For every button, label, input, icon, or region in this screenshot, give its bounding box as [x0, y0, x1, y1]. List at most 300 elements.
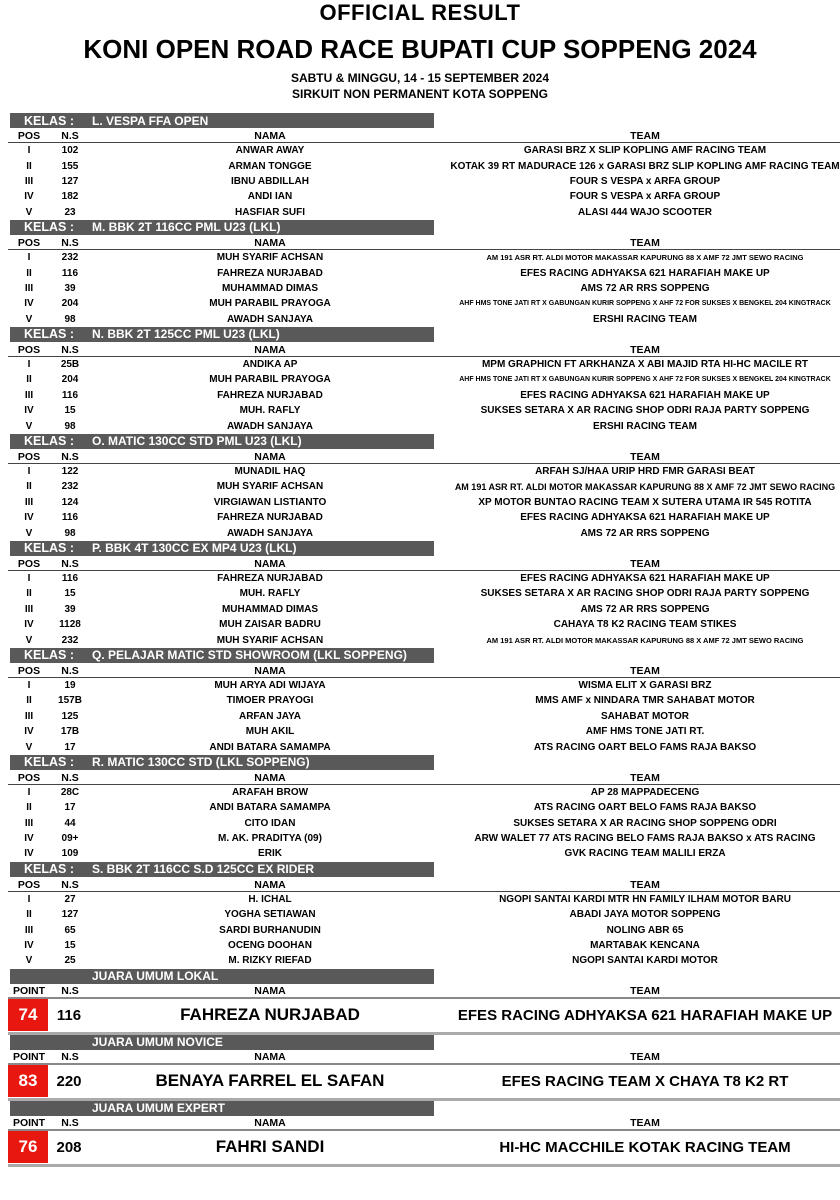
row-team-cell: [450, 512, 840, 523]
table-row: [8, 938, 840, 953]
kelas-label: KELAS :: [24, 862, 74, 877]
event-dates: SABTU & MINGGU, 14 - 15 SEPTEMBER 2024: [290, 71, 550, 85]
column-header-row: [8, 663, 840, 678]
row-team-cell: [450, 528, 840, 539]
row-pos: III: [24, 496, 34, 508]
row-team: FOUR S VESPA x ARFA GROUP: [569, 175, 721, 187]
juara-row: [8, 999, 840, 1035]
row-nama: AWADH SANJAYA: [227, 313, 313, 325]
table-row: [8, 953, 840, 968]
table-row: [8, 281, 840, 296]
row-team: AMS 72 AR RRS SOPPENG: [580, 282, 710, 294]
col-team-header: TEAM: [630, 664, 660, 677]
document-title: OFFICIAL RESULT: [319, 0, 521, 25]
col-pos-header: POS: [17, 236, 41, 249]
row-ns: 25: [64, 955, 76, 967]
row-nama: ARFAN JAYA: [238, 710, 302, 722]
row-pos: V: [25, 527, 33, 539]
kelas-label: KELAS :: [24, 220, 74, 235]
kelas-name: Q. PELAJAR MATIC STD SHOWROOM (LKL SOPPENG): [92, 648, 407, 663]
row-pos: I: [27, 679, 31, 691]
row-pos: II: [26, 160, 32, 172]
col-ns-header: N.S: [61, 771, 79, 784]
row-ns: 232: [61, 252, 79, 264]
row-team-cell: [450, 497, 840, 508]
row-pos: IV: [24, 191, 34, 203]
col-team-header: TEAM: [630, 878, 660, 891]
row-pos: V: [25, 420, 33, 432]
row-ns: 102: [61, 145, 79, 157]
row-pos: I: [27, 145, 31, 157]
row-pos: I: [27, 786, 31, 798]
row-nama: M. AK. PRADITYA (09): [218, 833, 322, 845]
juara-ns: 116: [56, 1006, 82, 1024]
row-team-cell: [450, 955, 840, 966]
col-ns-header: N.S: [61, 130, 79, 142]
col-pos-header: POS: [17, 771, 41, 784]
row-nama: ANWAR AWAY: [235, 145, 305, 157]
kelas-header: [10, 862, 434, 877]
row-pos: III: [24, 924, 34, 936]
row-team: NGOPI SANTAI KARDI MOTOR: [572, 955, 718, 967]
juara-point-badge: 83: [8, 1065, 48, 1097]
col-nama-header: NAMA: [254, 664, 286, 677]
row-team: ATS RACING OART BELO FAMS RAJA BAKSO: [533, 741, 757, 753]
row-team-cell: [450, 283, 840, 294]
col-nama-header: NAMA: [254, 236, 286, 249]
row-nama: TIMOER PRAYOGI: [226, 695, 314, 707]
row-team-cell: [450, 818, 840, 829]
row-team: NOLING ABR 65: [606, 924, 684, 936]
row-team: ERSHI RACING TEAM: [593, 420, 697, 432]
row-pos: V: [25, 206, 33, 218]
col-team-header: TEAM: [630, 450, 660, 463]
col-point-header: POINT: [12, 1116, 46, 1129]
juara-team: HI-HC MACCHILE KOTAK RACING TEAM: [499, 1138, 791, 1156]
row-pos: II: [26, 374, 32, 386]
row-team: EFES RACING ADHYAKSA 621 HARAFIAH MAKE UP: [520, 389, 770, 401]
row-team-cell: [450, 253, 840, 262]
row-team-cell: [450, 848, 840, 859]
kelas-name: M. BBK 2T 116CC PML U23 (LKL): [92, 220, 281, 235]
table-row: [8, 464, 840, 479]
table-row: [8, 892, 840, 907]
row-team-cell: [450, 207, 840, 218]
table-row: [8, 586, 840, 601]
row-team-cell: [450, 573, 840, 584]
row-nama: ANDIKA AP: [242, 359, 298, 371]
row-ns: 15: [64, 940, 76, 952]
row-ns: 182: [61, 191, 79, 203]
row-ns: 39: [64, 603, 76, 615]
row-pos: II: [26, 481, 32, 493]
column-header-row: [8, 235, 840, 250]
row-nama: ARMAN TONGGE: [228, 160, 312, 172]
column-header-row: [8, 342, 840, 357]
row-ns: 27: [64, 893, 76, 905]
row-team-cell: [450, 619, 840, 630]
col-team-header: TEAM: [630, 557, 660, 570]
row-team-cell: [450, 802, 840, 813]
row-team: AHF HMS TONE JATI RT X GABUNGAN KURIR SOPPENG X AHF 72 FOR SUKSES X BENGKEL 204 KINGTRACK: [459, 300, 831, 308]
row-nama: MUH SYARIF ACHSAN: [216, 481, 324, 493]
juara-point-badge: 74: [8, 999, 48, 1031]
row-team-cell: [450, 695, 840, 706]
juara-header: [10, 1101, 434, 1116]
row-nama: MUH PARABIL PRAYOGA: [209, 374, 331, 386]
row-team: AM 191 ASR RT. ALDI MOTOR MAKASSAR KAPURUNG 88 X AMF 72 JMT SEWO RACING: [486, 253, 804, 263]
table-row: [8, 922, 840, 937]
row-team: ARW WALET 77 ATS RACING BELO FAMS RAJA BAKSO x ATS RACING: [474, 833, 816, 845]
row-pos: IV: [24, 405, 34, 417]
juara-team: EFES RACING TEAM X CHAYA T8 K2 RT: [501, 1072, 789, 1090]
table-row: [8, 189, 840, 204]
row-team: AMS 72 AR RRS SOPPENG: [580, 527, 710, 539]
row-pos: II: [26, 695, 32, 707]
row-ns: 28C: [60, 786, 80, 798]
row-ns: 17: [64, 741, 76, 753]
row-ns: 44: [64, 817, 76, 829]
table-row: [8, 312, 840, 327]
row-ns: 65: [64, 924, 76, 936]
row-pos: IV: [24, 848, 34, 860]
row-team: ATS RACING OART BELO FAMS RAJA BAKSO: [533, 802, 757, 814]
row-team: AHF HMS TONE JATI RT X GABUNGAN KURIR SOPPENG X AHF 72 FOR SUKSES X BENGKEL 204 KINGTRACK: [459, 376, 831, 384]
row-pos: IV: [24, 833, 34, 845]
row-team: EFES RACING ADHYAKSA 621 HARAFIAH MAKE UP: [520, 512, 770, 524]
juara-header: [10, 969, 434, 984]
row-pos: III: [24, 282, 34, 294]
row-team-cell: [450, 161, 840, 172]
table-row: [8, 632, 840, 647]
col-ns-header: N.S: [61, 984, 79, 997]
row-nama: MUNADIL HAQ: [234, 466, 306, 478]
row-team: AP 28 MAPPADECENG: [590, 786, 700, 798]
row-pos: III: [24, 817, 34, 829]
row-nama: AWADH SANJAYA: [227, 527, 313, 539]
table-row: [8, 571, 840, 586]
table-row: [8, 724, 840, 739]
row-team-cell: [450, 742, 840, 753]
row-nama: ARAFAH BROW: [231, 786, 309, 798]
row-nama: M. RIZKY RIEFAD: [228, 955, 312, 967]
juara-nama: FAHRI SANDI: [215, 1137, 325, 1157]
row-nama: MUH ARYA ADI WIJAYA: [214, 679, 326, 691]
row-team-cell: [450, 376, 840, 383]
row-ns: 157B: [58, 695, 82, 707]
table-row: [8, 739, 840, 754]
juara-column-header: [8, 984, 840, 999]
row-team: MARTABAK KENCANA: [590, 940, 700, 952]
col-team-header: TEAM: [630, 130, 660, 142]
row-ns: 116: [61, 512, 79, 524]
row-nama: H. ICHAL: [248, 893, 292, 905]
col-team-header: TEAM: [630, 771, 660, 784]
kelas-header: [10, 648, 434, 663]
kelas-label: KELAS :: [24, 434, 74, 449]
row-ns: 232: [61, 481, 79, 493]
col-ns-header: N.S: [61, 1116, 79, 1129]
table-row: [8, 785, 840, 800]
row-team: ERSHI RACING TEAM: [593, 313, 697, 325]
row-ns: 116: [61, 389, 79, 401]
col-team-header: TEAM: [630, 984, 660, 997]
row-ns: 15: [64, 405, 76, 417]
col-ns-header: N.S: [61, 343, 79, 356]
juara-column-header: [8, 1116, 840, 1131]
row-team: GARASI BRZ X SLIP KOPLING AMF RACING TEAM: [523, 145, 767, 157]
row-ns: 23: [64, 206, 76, 218]
kelas-label: KELAS :: [24, 327, 74, 342]
row-ns: 204: [61, 374, 79, 386]
row-team-cell: [450, 268, 840, 279]
row-ns: 1128: [59, 619, 81, 631]
row-nama: ANDI BATARA SAMAMPA: [209, 802, 331, 814]
row-nama: OCENG DOOHAN: [228, 940, 312, 952]
row-team-cell: [450, 925, 840, 936]
col-pos-header: POS: [17, 343, 41, 356]
column-header-row: [8, 770, 840, 785]
table-row: [8, 388, 840, 403]
row-team-cell: [450, 636, 840, 645]
col-nama-header: NAMA: [254, 557, 286, 570]
row-team: GVK RACING TEAM MALILI ERZA: [564, 848, 726, 860]
row-nama: MUHAMMAD DIMAS: [221, 282, 319, 294]
row-ns: 19: [64, 679, 76, 691]
table-row: [8, 510, 840, 525]
event-venue: SIRKUIT NON PERMANENT KOTA SOPPENG: [291, 87, 548, 101]
column-header-row: [8, 449, 840, 464]
row-ns: 116: [61, 573, 79, 584]
kelas-header: [10, 220, 434, 235]
row-ns: 98: [64, 420, 76, 432]
event-title: KONI OPEN ROAD RACE BUPATI CUP SOPPENG 2024: [83, 34, 757, 64]
col-nama-header: NAMA: [254, 450, 286, 463]
row-team-cell: [450, 145, 840, 156]
column-header-row: [8, 128, 840, 143]
juara-ns: 220: [56, 1072, 82, 1090]
row-team-cell: [450, 894, 840, 905]
kelas-name: P. BBK 4T 130CC EX MP4 U23 (LKL): [92, 541, 297, 556]
row-team: ABADI JAYA MOTOR SOPPENG: [569, 909, 721, 921]
row-pos: V: [25, 634, 33, 646]
col-ns-header: N.S: [61, 450, 79, 463]
row-team-cell: [450, 588, 840, 599]
juara-title: JUARA UMUM EXPERT: [92, 1101, 225, 1116]
col-nama-header: NAMA: [254, 771, 286, 784]
row-team-cell: [450, 176, 840, 187]
table-row: [8, 602, 840, 617]
row-team-cell: [450, 466, 840, 477]
table-row: [8, 525, 840, 540]
row-team-cell: [450, 482, 840, 492]
table-row: [8, 250, 840, 265]
row-nama: FAHREZA NURJABAD: [217, 267, 323, 279]
row-team-cell: [450, 787, 840, 798]
table-row: [8, 174, 840, 189]
row-ns: 124: [61, 496, 79, 508]
col-team-header: TEAM: [630, 343, 660, 356]
row-nama: CITO IDAN: [244, 817, 296, 829]
row-team: CAHAYA T8 K2 RACING TEAM STIKES: [553, 619, 737, 631]
row-team: AMF HMS TONE JATI RT.: [585, 726, 705, 738]
kelas-name: L. VESPA FFA OPEN: [92, 113, 209, 128]
row-pos: V: [25, 313, 33, 325]
row-ns: 109: [61, 848, 79, 860]
juara-nama: BENAYA FARREL EL SAFAN: [155, 1071, 385, 1091]
table-row: [8, 678, 840, 693]
row-pos: IV: [24, 940, 34, 952]
juara-nama: FAHREZA NURJABAD: [180, 1005, 360, 1025]
row-team-cell: [450, 940, 840, 951]
row-nama: FAHREZA NURJABAD: [217, 512, 323, 524]
row-nama: AWADH SANJAYA: [227, 420, 313, 432]
row-nama: MUH SYARIF ACHSAN: [216, 634, 324, 646]
row-team-cell: [450, 191, 840, 202]
col-ns-header: N.S: [61, 236, 79, 249]
row-nama: MUHAMMAD DIMAS: [221, 603, 319, 615]
row-nama: FAHREZA NURJABAD: [217, 389, 323, 401]
row-ns: 155: [61, 160, 79, 172]
row-team: MPM GRAPHICN FT ARKHANZA X ABI MAJID RTA HI-HC MACILE RT: [481, 359, 809, 371]
row-pos: I: [27, 893, 31, 905]
col-nama-header: NAMA: [254, 878, 286, 891]
row-team-cell: [450, 909, 840, 920]
table-row: [8, 357, 840, 372]
row-pos: III: [24, 389, 34, 401]
kelas-header: [10, 327, 434, 342]
table-row: [8, 372, 840, 387]
table-row: [8, 816, 840, 831]
kelas-label: KELAS :: [24, 113, 74, 128]
row-pos: II: [26, 267, 32, 279]
row-nama: IBNU ABDILLAH: [231, 175, 309, 187]
row-team: KOTAK 39 RT MADURACE 126 x GARASI BRZ SLIP KOPLING AMF RACING TEAM: [450, 160, 840, 172]
row-ns: 127: [61, 175, 79, 187]
row-pos: II: [26, 909, 32, 921]
row-team: FOUR S VESPA x ARFA GROUP: [569, 191, 721, 203]
kelas-label: KELAS :: [24, 648, 74, 663]
row-ns: 125: [61, 710, 79, 722]
row-nama: MUH. RAFLY: [239, 405, 301, 417]
row-pos: IV: [24, 298, 34, 310]
row-team-cell: [450, 680, 840, 691]
col-point-header: POINT: [12, 984, 46, 997]
col-point-header: POINT: [12, 1050, 46, 1063]
table-row: [8, 846, 840, 861]
row-ns: 17B: [60, 726, 80, 738]
juara-row: [8, 1065, 840, 1101]
row-nama: FAHREZA NURJABAD: [217, 573, 323, 584]
juara-header: [10, 1035, 434, 1050]
row-team: SUKSES SETARA X AR RACING SHOP ODRI RAJA PARTY SOPPENG: [480, 405, 810, 417]
table-row: [8, 693, 840, 708]
col-team-header: TEAM: [630, 1116, 660, 1129]
row-team: XP MOTOR BUNTAO RACING TEAM X SUTERA UTAMA IR 545 ROTITA: [478, 496, 812, 508]
juara-ns: 208: [56, 1138, 82, 1156]
kelas-header: [10, 541, 434, 556]
row-nama: VIRGIAWAN LISTIANTO: [213, 496, 327, 508]
table-row: [8, 800, 840, 815]
table-row: [8, 296, 840, 311]
col-team-header: TEAM: [630, 236, 660, 249]
row-pos: I: [27, 466, 31, 478]
table-row: [8, 495, 840, 510]
col-nama-header: NAMA: [254, 1116, 286, 1129]
row-team: SAHABAT MOTOR: [601, 710, 689, 722]
row-pos: II: [26, 802, 32, 814]
col-pos-header: POS: [17, 878, 41, 891]
row-pos: III: [24, 603, 34, 615]
row-ns: 17: [64, 802, 76, 814]
juara-title: JUARA UMUM NOVICE: [92, 1035, 223, 1050]
row-ns: 127: [61, 909, 79, 921]
column-header-row: [8, 877, 840, 892]
table-row: [8, 265, 840, 280]
row-ns: 232: [61, 634, 79, 646]
col-ns-header: N.S: [61, 557, 79, 570]
results-list: [0, 113, 840, 1167]
row-ns: 98: [64, 527, 76, 539]
row-pos: V: [25, 741, 33, 753]
row-pos: III: [24, 710, 34, 722]
col-team-header: TEAM: [630, 1050, 660, 1063]
row-pos: IV: [24, 512, 34, 524]
table-row: [8, 158, 840, 173]
col-ns-header: N.S: [61, 878, 79, 891]
row-ns: 116: [61, 267, 79, 279]
kelas-header: [10, 755, 434, 770]
juara-point-badge: 76: [8, 1131, 48, 1163]
col-pos-header: POS: [17, 664, 41, 677]
row-team: SUKSES SETARA X AR RACING SHOP SOPPENG ODRI: [513, 817, 777, 829]
table-row: [8, 617, 840, 632]
row-team-cell: [450, 405, 840, 416]
row-ns: 122: [61, 466, 79, 478]
row-team-cell: [450, 833, 840, 844]
row-team: SUKSES SETARA X AR RACING SHOP ODRI RAJA PARTY SOPPENG: [480, 588, 810, 600]
row-nama: MUH SYARIF ACHSAN: [216, 252, 324, 264]
row-team: NGOPI SANTAI KARDI MTR HN FAMILY ILHAM MOTOR BARU: [499, 893, 791, 905]
row-nama: MUH PARABIL PRAYOGA: [209, 298, 331, 310]
row-nama: ANDI BATARA SAMAMPA: [209, 741, 331, 753]
row-team: ALASI 444 WAJO SCOOTER: [578, 206, 712, 218]
row-team-cell: [450, 421, 840, 432]
row-ns: 39: [64, 282, 76, 294]
row-nama: MUH. RAFLY: [239, 588, 301, 600]
row-ns: 15: [64, 588, 76, 600]
col-nama-header: NAMA: [254, 130, 286, 142]
juara-team: EFES RACING ADHYAKSA 621 HARAFIAH MAKE UP: [457, 1006, 833, 1024]
col-nama-header: NAMA: [254, 1050, 286, 1063]
kelas-header: [10, 113, 434, 128]
row-team: MMS AMF x NINDARA TMR SAHABAT MOTOR: [535, 695, 755, 707]
row-team: AM 191 ASR RT. ALDI MOTOR MAKASSAR KAPURUNG 88 X AMF 72 JMT SEWO RACING: [486, 635, 804, 645]
kelas-label: KELAS :: [24, 755, 74, 770]
kelas-name: O. MATIC 130CC STD PML U23 (LKL): [92, 434, 302, 449]
row-ns: 09+: [61, 833, 79, 845]
row-team-cell: [450, 604, 840, 615]
row-team: ARFAH SJ/HAA URIP HRD FMR GARASI BEAT: [535, 466, 755, 478]
row-team: EFES RACING ADHYAKSA 621 HARAFIAH MAKE UP: [520, 267, 770, 279]
col-ns-header: N.S: [61, 664, 79, 677]
row-team-cell: [450, 390, 840, 401]
table-row: [8, 403, 840, 418]
kelas-header: [10, 434, 434, 449]
col-pos-header: POS: [17, 450, 41, 463]
kelas-name: R. MATIC 130CC STD (LKL SOPPENG): [92, 755, 310, 770]
row-nama: MUH AKIL: [245, 726, 295, 738]
